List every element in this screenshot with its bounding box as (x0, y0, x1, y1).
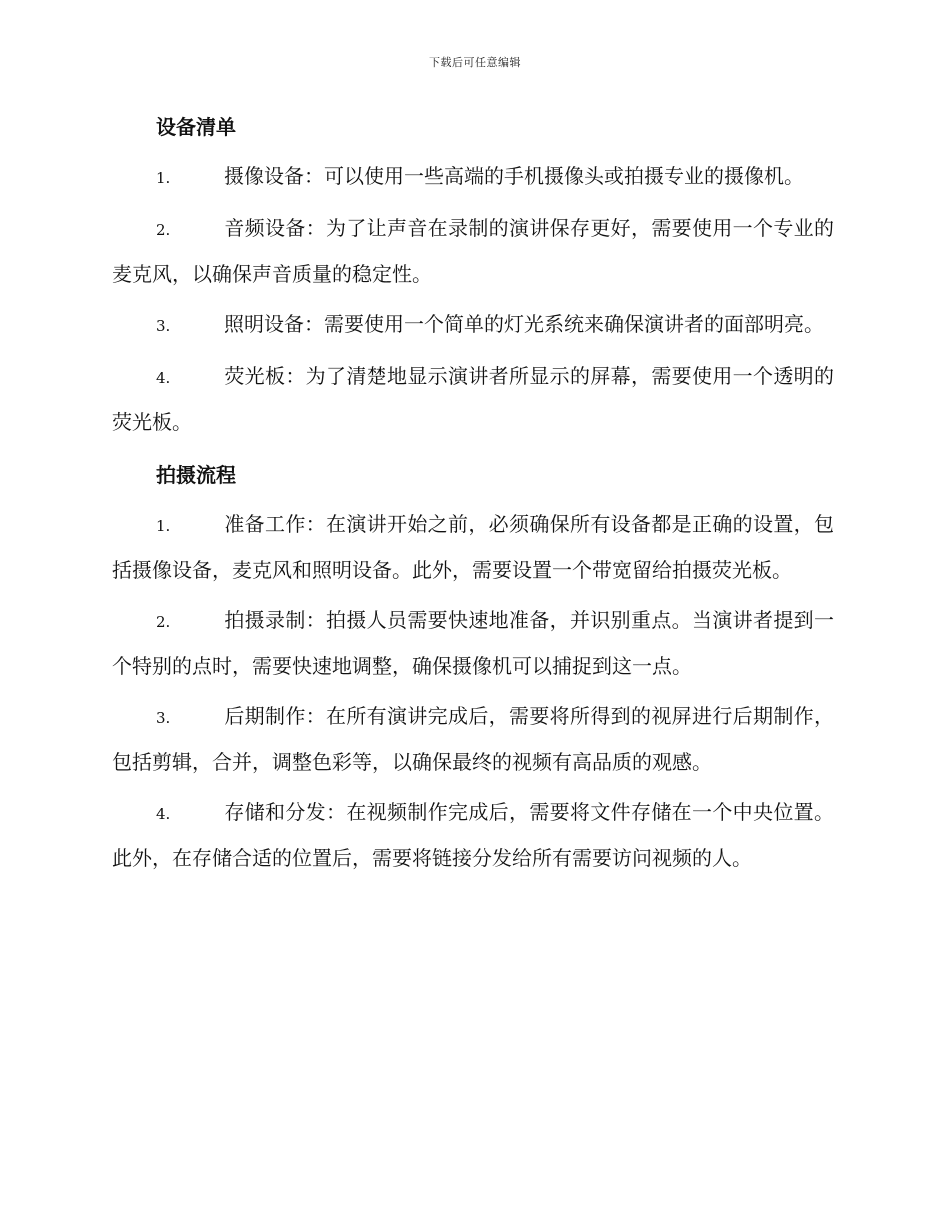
list-item (112, 206, 834, 296)
section-equipment (112, 110, 834, 444)
list-item (112, 598, 834, 688)
item-text: 后期制作：在所有演讲完成后，需要将所得到的视屏进行后期制作，包括剪辑，合并，调整色彩等，以确保最终的视频有高品质的观感。 (112, 704, 834, 774)
list-item (112, 302, 834, 348)
item-text: 音频设备：为了让声音在录制的演讲保存更好，需要使用一个专业的麦克风，以确保声音质量的稳定性。 (112, 216, 834, 286)
item-text: 荧光板：为了清楚地显示演讲者所显示的屏幕，需要使用一个透明的荧光板。 (112, 364, 834, 434)
section-shooting-process (112, 458, 834, 880)
item-text: 摄像设备：可以使用一些高端的手机摄像头或拍摄专业的摄像机。 (224, 164, 804, 188)
item-number: 3. (156, 317, 171, 335)
item-number: 2. (156, 221, 171, 239)
item-number: 1. (156, 169, 171, 187)
list-item (112, 790, 834, 880)
document-body (112, 110, 834, 886)
item-number: 1. (156, 517, 171, 535)
list-item (112, 354, 834, 444)
list-item (112, 502, 834, 592)
item-text: 照明设备：需要使用一个简单的灯光系统来确保演讲者的面部明亮。 (224, 312, 824, 336)
page-header: 下载后可任意编辑 (429, 56, 521, 69)
item-text: 存储和分发：在视频制作完成后，需要将文件存储在一个中央位置。此外，在存储合适的位置后，需要将链接分发给所有需要访问视频的人。 (112, 800, 834, 870)
item-number: 2. (156, 613, 171, 631)
list-item (112, 154, 834, 200)
section-title: 设备清单 (156, 115, 236, 139)
item-text: 拍摄录制：拍摄人员需要快速地准备，并识别重点。当演讲者提到一个特别的点时，需要快速地调整，确保摄像机可以捕捉到这一点。 (112, 608, 834, 678)
item-number: 4. (156, 805, 171, 823)
item-number: 3. (156, 709, 171, 727)
list-item (112, 694, 834, 784)
section-title: 拍摄流程 (156, 463, 236, 487)
item-number: 4. (156, 369, 171, 387)
item-text: 准备工作：在演讲开始之前，必须确保所有设备都是正确的设置，包括摄像设备，麦克风和照明设备。此外，需要设置一个带宽留给拍摄荧光板。 (112, 512, 834, 582)
